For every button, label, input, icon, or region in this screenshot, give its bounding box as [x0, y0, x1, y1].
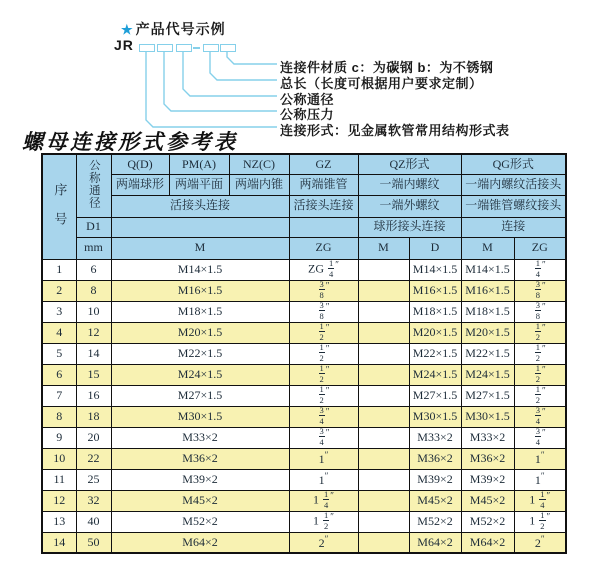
- gz-zg-cell: $\frac{1}{2}$ ″: [289, 343, 358, 364]
- header-connect: 连接: [461, 217, 566, 237]
- row-no-cell: 3: [42, 301, 76, 322]
- gz-zg-cell: $\frac{3}{4}$ ″: [289, 427, 358, 448]
- dn-cell: 40: [76, 511, 111, 532]
- qg-zg-cell: 2″: [514, 532, 566, 553]
- header-unit-m-qz: M: [358, 237, 409, 259]
- header-form-gz: GZ: [289, 154, 358, 174]
- header-d1: D1: [76, 217, 111, 237]
- header-ball-joint-connect: 球形接头连接: [358, 217, 461, 237]
- header-unit-m-qg: M: [461, 237, 514, 259]
- dn-cell: 25: [76, 469, 111, 490]
- qg-zg-cell: $\frac{3}{8}$ ″: [514, 280, 566, 301]
- m-cell: M30×1.5: [111, 406, 289, 427]
- qz-m-cell: [358, 301, 409, 322]
- header-form-qg: QG形式: [461, 154, 566, 174]
- gz-zg-cell: $\frac{1}{2}$ ″: [289, 364, 358, 385]
- qz-m-cell: [358, 532, 409, 553]
- table-row: [42, 532, 566, 553]
- header-unit-m: M: [111, 237, 289, 259]
- header-form-nzc: NZ(C): [229, 154, 289, 174]
- qg-zg-cell: $\frac{1}{2}$ ″: [514, 385, 566, 406]
- qz-m-cell: [358, 343, 409, 364]
- qz-m-cell: [358, 364, 409, 385]
- qz-m-cell: [358, 406, 409, 427]
- m-cell: M36×2: [111, 448, 289, 469]
- dn-cell: 6: [76, 259, 111, 280]
- diagram-title-text: 产品代号示例: [135, 21, 226, 37]
- m-cell: M14×1.5: [111, 259, 289, 280]
- header-taper-thread-joint: 一端锥管螺纹接头: [461, 195, 566, 217]
- row-no-cell: 11: [42, 469, 76, 490]
- m-cell: M24×1.5: [111, 364, 289, 385]
- row-no-cell: 4: [42, 322, 76, 343]
- row-no-cell: 9: [42, 427, 76, 448]
- label-connection-form: 连接形式：见金属软管常用结构形式表: [280, 123, 510, 138]
- m-cell: M45×2: [111, 490, 289, 511]
- label-nominal-diameter: 公称通径: [280, 92, 335, 107]
- dn-cell: 10: [76, 301, 111, 322]
- dn-cell: 22: [76, 448, 111, 469]
- header-nominal-diameter: 公称通径: [76, 154, 111, 217]
- qg-zg-cell: $\frac{1}{2}$ ″: [514, 364, 566, 385]
- qg-m-cell: M24×1.5: [461, 364, 514, 385]
- row-no-cell: 10: [42, 448, 76, 469]
- gz-zg-cell: 1 $\frac{1}{4}$ ″: [289, 490, 358, 511]
- qz-m-cell: [358, 385, 409, 406]
- qg-m-cell: M36×2: [461, 448, 514, 469]
- qg-m-cell: M30×1.5: [461, 406, 514, 427]
- m-cell: M33×2: [111, 427, 289, 448]
- table-row: [42, 343, 566, 364]
- qz-m-cell: [358, 448, 409, 469]
- qz-d-cell: M39×2: [409, 469, 461, 490]
- gz-zg-cell: 1 $\frac{1}{2}$ ″: [289, 511, 358, 532]
- qg-m-cell: M45×2: [461, 490, 514, 511]
- qz-d-cell: M14×1.5: [409, 259, 461, 280]
- dn-cell: 32: [76, 490, 111, 511]
- qz-m-cell: [358, 469, 409, 490]
- gz-zg-cell: $\frac{3}{8}$ ″: [289, 301, 358, 322]
- label-material: 连接件材质 c：为碳钢 b：为不锈钢: [280, 60, 494, 75]
- table-row: [42, 406, 566, 427]
- qg-zg-cell: $\frac{3}{4}$ ″: [514, 427, 566, 448]
- qg-zg-cell: 1″: [514, 469, 566, 490]
- qz-d-cell: M64×2: [409, 532, 461, 553]
- gz-zg-cell: $\frac{3}{4}$ ″: [289, 406, 358, 427]
- gz-zg-cell: ZG $\frac{1}{4}$ ″: [289, 259, 358, 280]
- qg-zg-cell: $\frac{1}{2}$ ″: [514, 343, 566, 364]
- row-no-cell: 1: [42, 259, 76, 280]
- dn-cell: 18: [76, 406, 111, 427]
- table-row: [42, 301, 566, 322]
- qz-d-cell: M18×1.5: [409, 301, 461, 322]
- header-blank-left: [111, 217, 289, 237]
- qg-m-cell: M39×2: [461, 469, 514, 490]
- qz-m-cell: [358, 490, 409, 511]
- qz-m-cell: [358, 511, 409, 532]
- gz-zg-cell: $\frac{1}{2}$ ″: [289, 385, 358, 406]
- dn-cell: 20: [76, 427, 111, 448]
- table-body: [42, 259, 566, 553]
- header-form-qd: Q(D): [111, 154, 169, 174]
- qz-m-cell: [358, 280, 409, 301]
- header-desc-qd: 两端球形: [111, 174, 169, 195]
- qg-zg-cell: 1″: [514, 448, 566, 469]
- label-nominal-pressure: 公称压力: [280, 107, 335, 122]
- row-no-cell: 5: [42, 343, 76, 364]
- dn-cell: 50: [76, 532, 111, 553]
- qz-d-cell: M30×1.5: [409, 406, 461, 427]
- table-row: [42, 490, 566, 511]
- dn-cell: 14: [76, 343, 111, 364]
- header-seq-no: 序号: [42, 154, 76, 259]
- qz-d-cell: M20×1.5: [409, 322, 461, 343]
- qg-m-cell: M33×2: [461, 427, 514, 448]
- m-cell: M16×1.5: [111, 280, 289, 301]
- table-row: [42, 469, 566, 490]
- table-row: [42, 511, 566, 532]
- table-row: [42, 364, 566, 385]
- qz-d-cell: M22×1.5: [409, 343, 461, 364]
- qz-m-cell: [358, 259, 409, 280]
- m-cell: M22×1.5: [111, 343, 289, 364]
- qg-m-cell: M64×2: [461, 532, 514, 553]
- row-no-cell: 13: [42, 511, 76, 532]
- label-total-length: 总长（长度可根据用户要求定制）: [280, 76, 483, 91]
- header-mm: mm: [76, 237, 111, 259]
- row-no-cell: 6: [42, 364, 76, 385]
- product-code-prefix: JR: [114, 37, 134, 53]
- qz-d-cell: M33×2: [409, 427, 461, 448]
- row-no-cell: 7: [42, 385, 76, 406]
- m-cell: M64×2: [111, 532, 289, 553]
- m-cell: M52×2: [111, 511, 289, 532]
- header-union-connect: 活接头连接: [111, 195, 289, 217]
- dn-cell: 12: [76, 322, 111, 343]
- header-unit-d-qz: D: [409, 237, 461, 259]
- qg-m-cell: M52×2: [461, 511, 514, 532]
- m-cell: M20×1.5: [111, 322, 289, 343]
- row-no-cell: 2: [42, 280, 76, 301]
- qz-m-cell: [358, 322, 409, 343]
- header-desc-qz: 一端内螺纹: [358, 174, 461, 195]
- header-unit-zg-gz: ZG: [289, 237, 358, 259]
- dn-cell: 8: [76, 280, 111, 301]
- gz-zg-cell: 1″: [289, 448, 358, 469]
- star-icon: ★: [121, 22, 134, 37]
- table-row: [42, 259, 566, 280]
- qg-zg-cell: $\frac{3}{8}$ ″: [514, 301, 566, 322]
- qg-zg-cell: $\frac{3}{4}$ ″: [514, 406, 566, 427]
- qz-d-cell: M45×2: [409, 490, 461, 511]
- table-row: [42, 280, 566, 301]
- nut-connection-reference-table: [41, 153, 567, 554]
- dn-cell: 15: [76, 364, 111, 385]
- header-desc-nzc: 两端内锥: [229, 174, 289, 195]
- gz-zg-cell: $\frac{1}{2}$ ″: [289, 322, 358, 343]
- qz-d-cell: M24×1.5: [409, 364, 461, 385]
- qz-d-cell: M52×2: [409, 511, 461, 532]
- qg-m-cell: M27×1.5: [461, 385, 514, 406]
- gz-zg-cell: $\frac{3}{8}$ ″: [289, 280, 358, 301]
- m-cell: M18×1.5: [111, 301, 289, 322]
- header-union-connect-gz: 活接头连接: [289, 195, 358, 217]
- header-blank-gz: [289, 217, 358, 237]
- header-desc-pma: 两端平面: [169, 174, 229, 195]
- header-form-pma: PM(A): [169, 154, 229, 174]
- table-row: [42, 427, 566, 448]
- row-no-cell: 12: [42, 490, 76, 511]
- qg-m-cell: M22×1.5: [461, 343, 514, 364]
- table-row: [42, 322, 566, 343]
- qg-zg-cell: 1 $\frac{1}{4}$ ″: [514, 490, 566, 511]
- qg-zg-cell: 1 $\frac{1}{2}$ ″: [514, 511, 566, 532]
- qg-m-cell: M14×1.5: [461, 259, 514, 280]
- dn-cell: 16: [76, 385, 111, 406]
- table-row: [42, 448, 566, 469]
- m-cell: M27×1.5: [111, 385, 289, 406]
- header-desc-qg: 一端内螺纹活接头: [461, 174, 566, 195]
- m-cell: M39×2: [111, 469, 289, 490]
- header-unit-zg-qg: ZG: [514, 237, 566, 259]
- qg-zg-cell: $\frac{1}{2}$ ″: [514, 322, 566, 343]
- table-row: [42, 385, 566, 406]
- qz-d-cell: M16×1.5: [409, 280, 461, 301]
- qg-zg-cell: $\frac{1}{4}$ ″: [514, 259, 566, 280]
- table-title: 螺母连接形式参考表: [22, 129, 238, 154]
- qg-m-cell: M18×1.5: [461, 301, 514, 322]
- row-no-cell: 14: [42, 532, 76, 553]
- qz-d-cell: M36×2: [409, 448, 461, 469]
- qz-d-cell: M27×1.5: [409, 385, 461, 406]
- header-form-qz: QZ形式: [358, 154, 461, 174]
- header-desc-gz: 两端锥管: [289, 174, 358, 195]
- qg-m-cell: M16×1.5: [461, 280, 514, 301]
- gz-zg-cell: 2″: [289, 532, 358, 553]
- header-ext-thread: 一端外螺纹: [358, 195, 461, 217]
- row-no-cell: 8: [42, 406, 76, 427]
- qg-m-cell: M20×1.5: [461, 322, 514, 343]
- qz-m-cell: [358, 427, 409, 448]
- gz-zg-cell: 1″: [289, 469, 358, 490]
